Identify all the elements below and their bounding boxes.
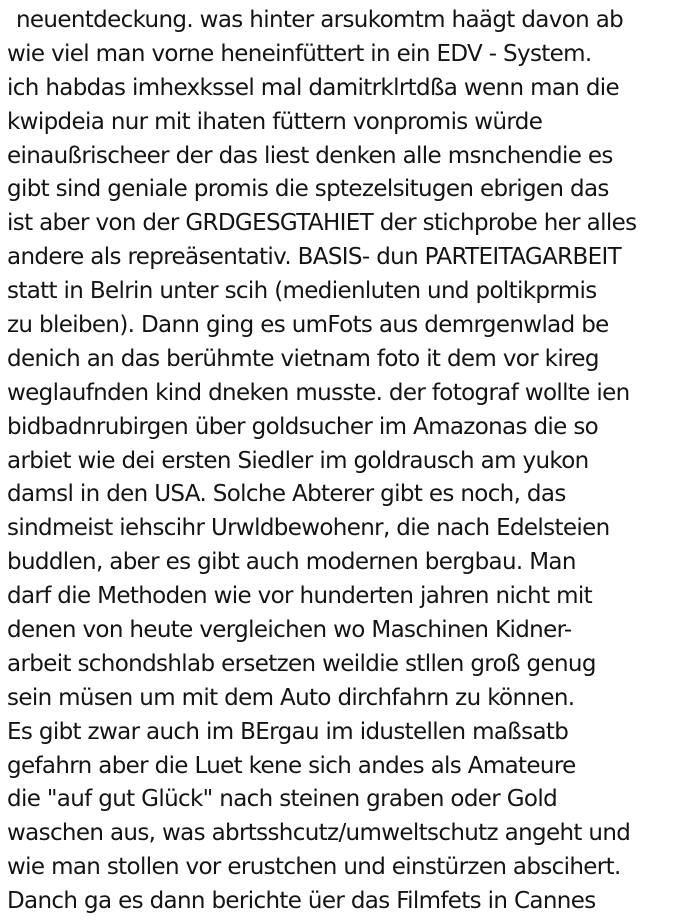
text-line: sein müsen um mit dem Auto dirchfahrn zu können. [7,684,575,711]
text-line: ist aber von der GRDGESGTAHIET der stichprobe her alles [7,210,637,237]
text-line: wie man stollen vor erustchen und einstürzen abscihert. [7,854,621,881]
text-line: denen von heute vergleichen wo Maschinen Kidner- [7,617,572,644]
text-line: denich an das berühmte vietnam foto it dem vor kireg [7,345,599,372]
text-line: wie viel man vorne heneinfüttert in ein EDV - System. [7,40,592,67]
text-line: gefahrn aber die Luet kene sich andes als Amateure [7,752,576,779]
text-line: arbiet wie dei ersten Siedler im goldrausch am yukon [7,447,589,474]
text-line: andere als repreäsentativ. BASIS- dun PARTEITAGARBEIT [7,244,621,271]
text-line: neuentdeckung. was hinter arsukomtm haägt davon ab [16,7,624,33]
text-line: ich habdas imhexkssel mal damitrklrtdßa wenn man die [7,74,620,101]
text-line: waschen aus, was abrtsshcutz/umweltschutz angeht und [7,820,631,847]
text-line: arbeit schondshlab ersetzen weildie stllen groß genug [7,650,596,677]
text-line: damsl in den USA. Solche Abterer gibt es noch, das [7,481,566,508]
text-line: kwipdeia nur mit ihaten füttern vonpromis würde [7,108,543,135]
text-line: Danch ga es dann berichte üer das Filmfets in Cannes [7,888,596,915]
text-line: Es gibt zwar auch im BErgau im idustellen maßsatb [7,718,569,745]
handwritten-text-block [7,4,682,919]
text-line: die "auf gut Glück" nach steinen graben oder Gold [7,786,558,813]
text-line: zu bleiben). Dann ging es umFots aus demrgenwlad be [7,312,609,339]
text-line: buddlen, aber es gibt auch modernen bergbau. Man [7,549,576,576]
text-line: gibt sind geniale promis die sptezelsitugen ebrigen das [7,176,609,203]
text-line: einaußrischeer der das liest denken alle msnchendie es [7,142,613,169]
text-line: darf die Methoden wie vor hunderten jahren nicht mit [7,583,592,610]
text-line: weglaufnden kind dneken musste. der fotograf wollte ien [7,379,630,406]
text-line: bidbadnrubirgen über goldsucher im Amazonas die so [7,413,599,440]
text-line: sindmeist iehscihr Urwldbewohenr, die nach Edelsteien [7,515,610,542]
text-line: statt in Belrin unter scih (medienluten und poltikprmis [7,278,597,305]
